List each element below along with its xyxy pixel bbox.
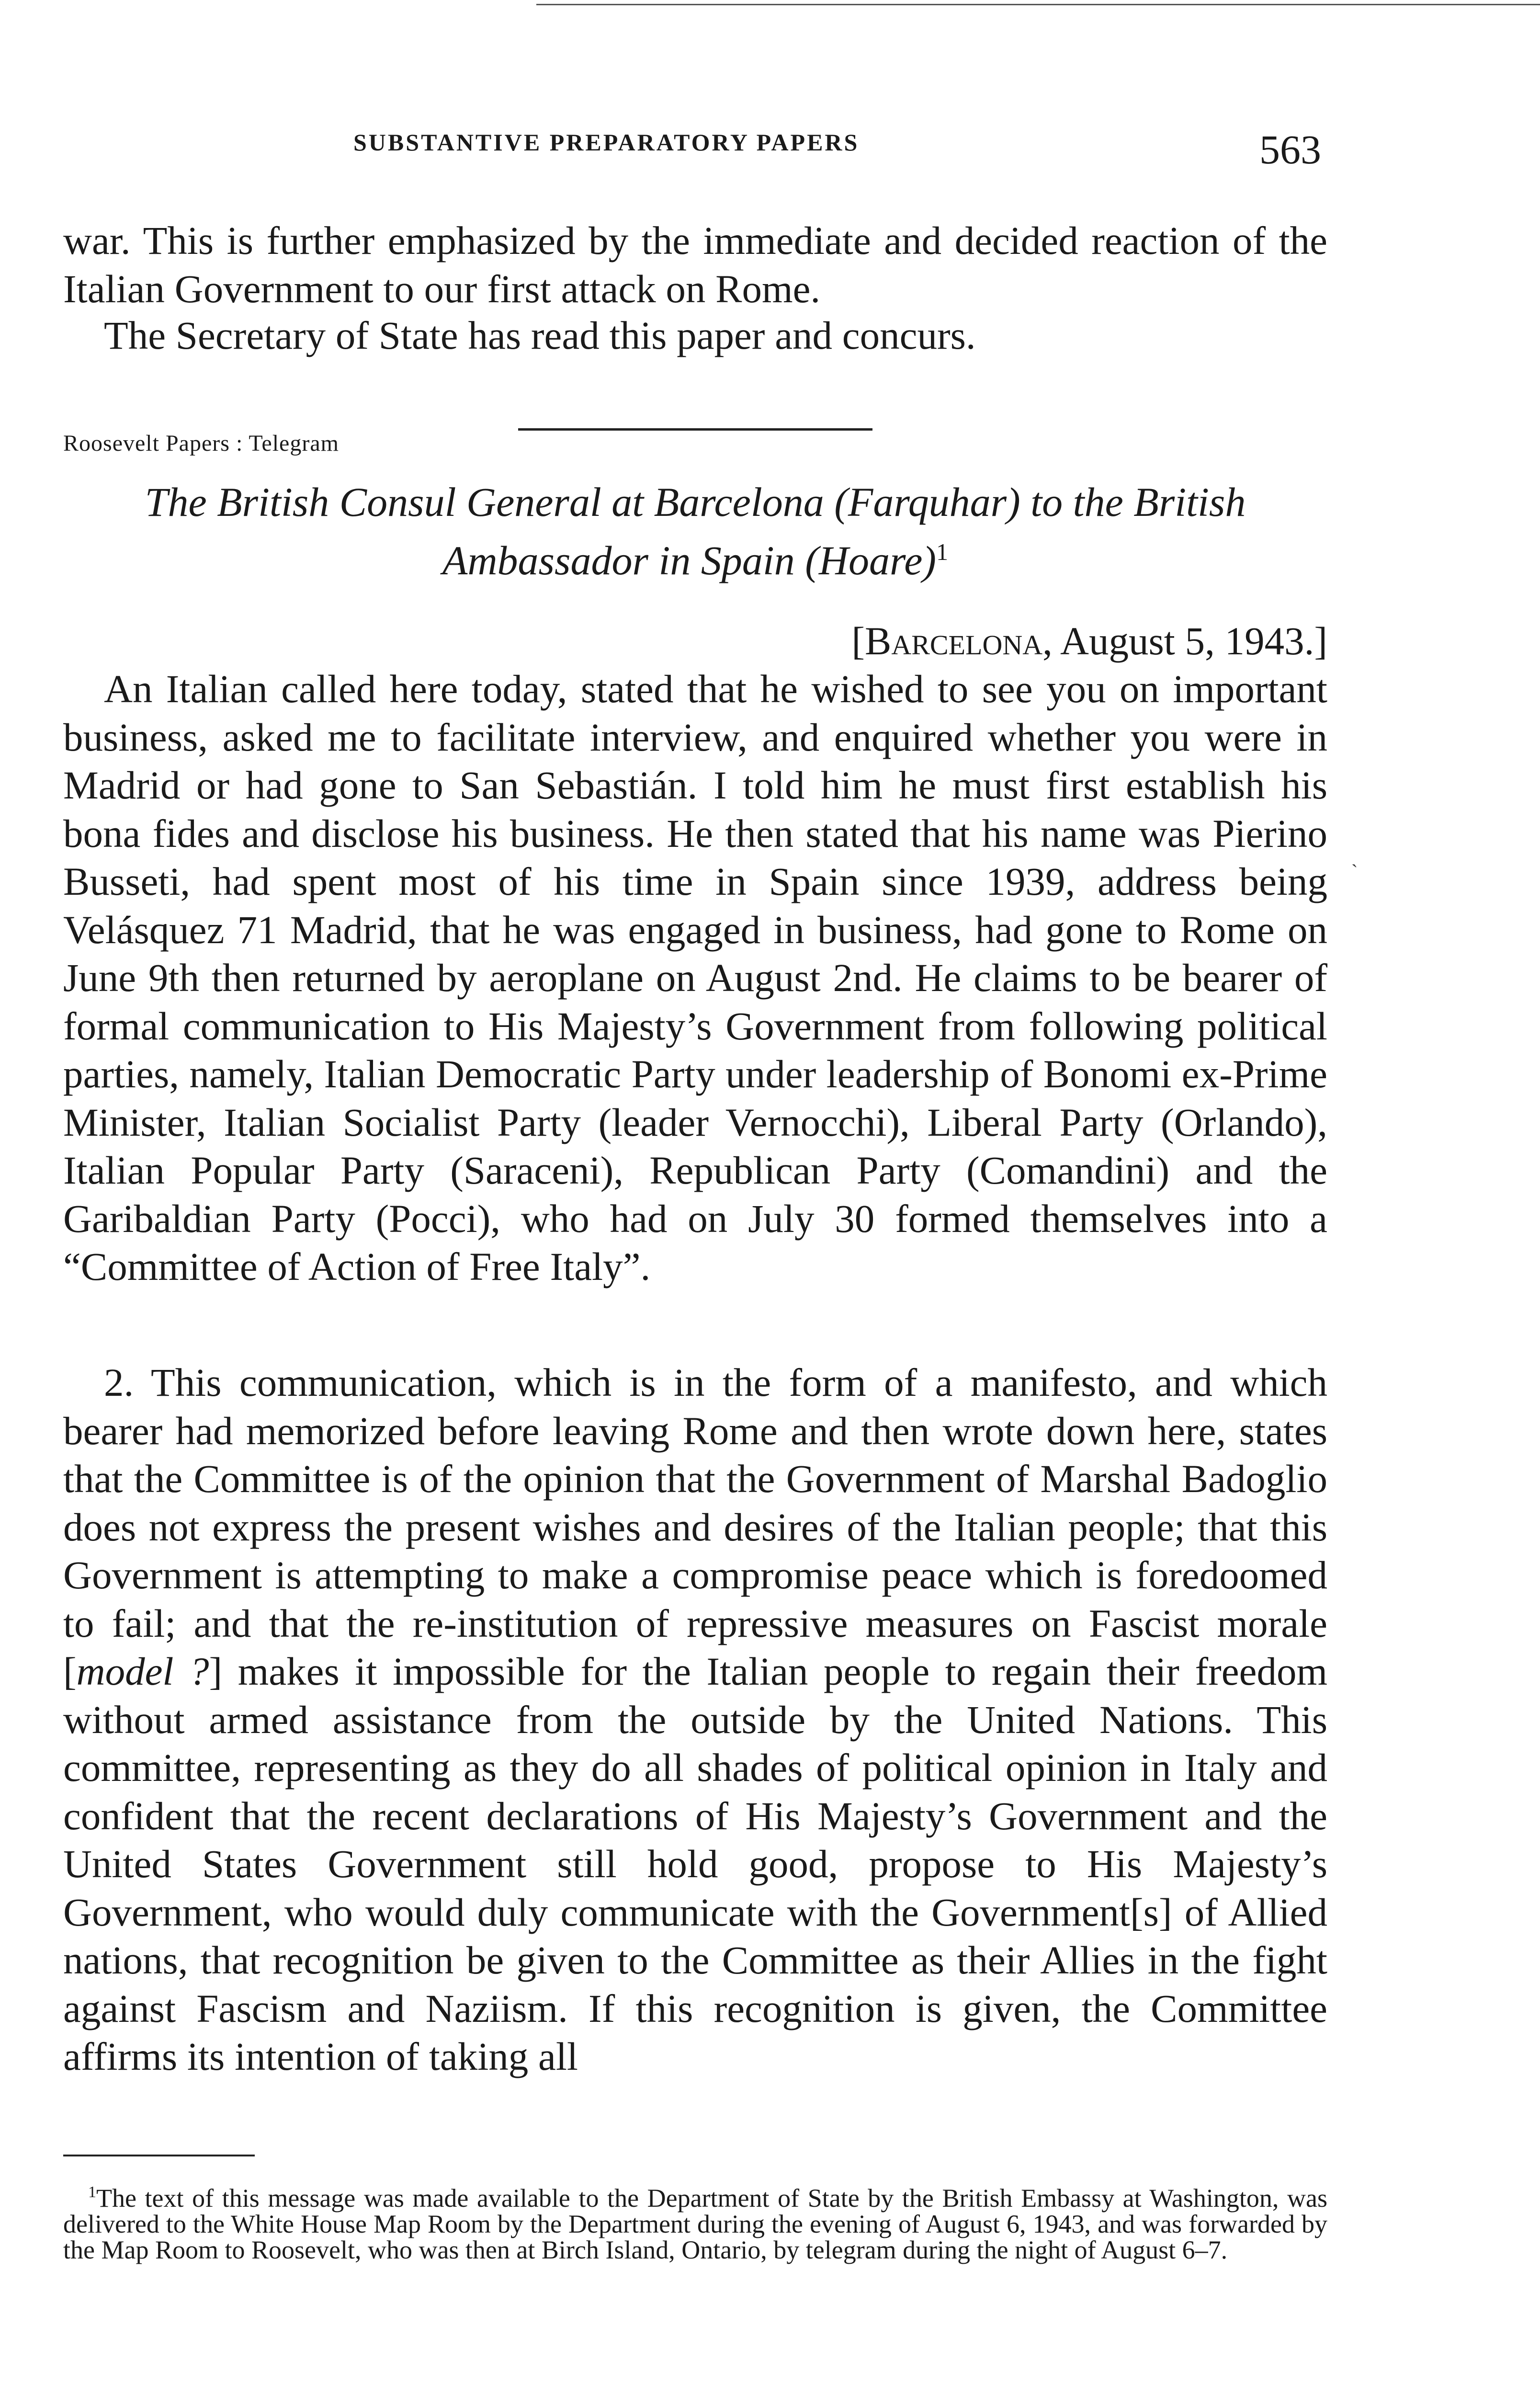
document-source: Roosevelt Papers : Telegram (63, 431, 339, 456)
editorial-insertion: model ? (76, 1649, 209, 1693)
footnote-marker: 1 (88, 2183, 96, 2201)
dateline-date: , August 5, 1943.] (1042, 619, 1327, 663)
top-edge-rule (536, 4, 1540, 5)
dateline-place: Barcelona (864, 619, 1043, 663)
body-paragraph-1: An Italian called here today, stated that he wished to see you on important business, asked me to facilitate interview, and enquired whether you were in Madrid or had gone to San Sebastián. I told him he must first establish his bona fides and disclose his business. He then stated that his name was Pierino Busseti, had spent most of his time in Spain since 1939, address being Velásquez 71 Madrid, that he was engaged in business, had gone to Rome on June 9th then returned by aeroplane on August 2nd. He claims to be bearer of formal communication to His Majesty’s Government from following political parties, namely, Italian Democratic Party under leadership of Bonomi ex-Prime Minister, Italian Socialist Party (leader Vernocchi), Liberal Party (Orlando), Italian Popular Party (Saraceni), Republican Party (Comandini) and the Garibaldian Party (Pocci), who had on July 30 formed themselves into a “Committee of Action of Free Italy”. (63, 667, 1327, 1289)
dateline (851, 618, 1327, 664)
footnote-divider (63, 2155, 255, 2156)
footnote-reference: 1 (936, 538, 949, 565)
body-paragraph-2 (63, 1358, 1327, 2081)
footnote-text: The text of this message was made available to the Department of State by the British Embassy at Washington, was delivered to the White House Map Room by the Department during the evening of August 6, 1943, and was forwarded by the Map Room to Roosevelt, who was then at Birch Island, Ontario, by telegram during the night of August 6–7. (63, 2184, 1327, 2264)
page-number: 563 (1259, 126, 1321, 172)
document-title-line-2-text: Ambassador in Spain (Hoare) (442, 537, 937, 583)
body-paragraph-2-text-a: 2. This communication, which is in the form of a manifesto, and which bearer had memorized before leaving Rome and then wrote down here, states that the Committee is of the opinion that the Government of Marshal Badoglio does not express the present wishes and desires of the Italian people; that this Government is attempting to make a compromise peace which is foredoomed to fail; and that the re-institution of repressive measures on Fascist morale [ (63, 1360, 1327, 1693)
document-title-line-1: The British Consul General at Barcelona (Farquhar) to the British (145, 479, 1246, 525)
section-divider (518, 428, 872, 431)
document-title (63, 477, 1327, 585)
footnote (63, 2179, 1327, 2263)
margin-mark: ˏ (1351, 846, 1358, 867)
dateline-open-bracket: [ (851, 619, 865, 663)
continued-paragraph: war. This is further emphasized by the immediate and decided reaction of the Italian Government to our first attack on Rome. (63, 218, 1327, 311)
document-title-line-2 (63, 527, 1327, 585)
running-head: SUBSTANTIVE PREPARATORY PAPERS (353, 129, 860, 156)
body-paragraph-2-text-b: ] makes it impossible for the Italian people to regain their freedom without armed assistance from the outside by the United Nations. This committee, representing as they do all shades of political opinion in Italy and confident that the recent declarations of His Majesty’s Government and the United States Government still hold good, propose to His Majesty’s Government, who would duly communicate with the Government[s] of Allied nations, that recognition be given to the Committee as their Allies in the fight against Fascism and Naziism. If this recognition is given, the Committee affirms its intention of taking all (63, 1649, 1327, 2078)
concurrence-paragraph: The Secretary of State has read this paper and concurs. (104, 313, 976, 357)
